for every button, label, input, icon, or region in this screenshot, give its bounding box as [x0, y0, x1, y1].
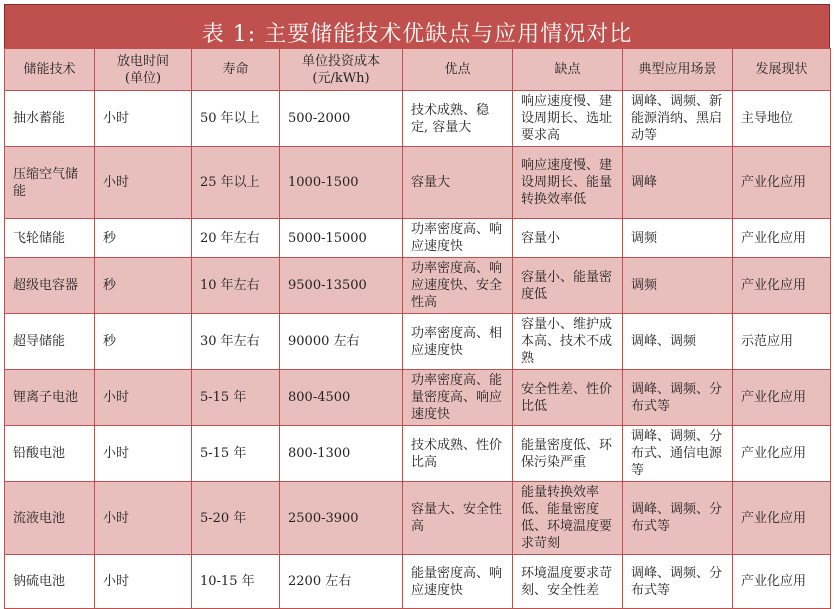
cell-pros: 功率密度高、能量密度高、响应速度快: [403, 370, 513, 426]
cell-apps: 调峰: [623, 147, 733, 219]
cell-apps: 调频: [623, 258, 733, 314]
cell-apps: 调频: [623, 219, 733, 258]
cell-status: 产业化应用: [733, 482, 831, 555]
cell-cost: 9500-13500: [280, 258, 403, 314]
header-cost: [280, 49, 403, 91]
table-row: [5, 147, 831, 219]
cell-status: 产业化应用: [733, 370, 831, 426]
cell-type: 飞轮储能: [5, 219, 95, 258]
table-title: 表 1: 主要储能技术优缺点与应用情况对比: [4, 4, 830, 48]
table-row: [5, 219, 831, 258]
header-type: 储能技术: [5, 49, 95, 91]
cell-pros: 功率密度高、相应速度快: [403, 314, 513, 370]
cell-status: 示范应用: [733, 314, 831, 370]
cell-discharge: 小时: [95, 426, 192, 482]
cell-cost: 1000-1500: [280, 147, 403, 219]
cell-pros: 功率密度高、响应速度快: [403, 219, 513, 258]
cell-life: 20 年左右: [192, 219, 280, 258]
cell-apps: 调峰、调频、分布式等: [623, 555, 733, 609]
cell-status: 主导地位: [733, 91, 831, 147]
cell-type: 锂离子电池: [5, 370, 95, 426]
cell-cost: 500-2000: [280, 91, 403, 147]
table-row: [5, 258, 831, 314]
cell-cost: 2200 左右: [280, 555, 403, 609]
cell-pros: 技术成熟、性价比高: [403, 426, 513, 482]
cell-cons: 容量小: [513, 219, 623, 258]
cell-status: 产业化应用: [733, 219, 831, 258]
cell-cost: 800-4500: [280, 370, 403, 426]
header-cons: 缺点: [513, 49, 623, 91]
cell-life: 25 年以上: [192, 147, 280, 219]
cell-life: 30 年左右: [192, 314, 280, 370]
cell-apps: 调峰、调频: [623, 314, 733, 370]
header-cost-line2: (元/kWh): [312, 70, 370, 86]
cell-discharge: 秒: [95, 314, 192, 370]
cell-cons: 响应速度慢、建设周期长、能量转换效率低: [513, 147, 623, 219]
header-discharge-line1: 放电时间: [116, 53, 169, 69]
cell-type: 超级电容器: [5, 258, 95, 314]
table-row: [5, 314, 831, 370]
cell-type: 抽水蓄能: [5, 91, 95, 147]
cell-cons: 响应速度慢、建设周期长、选址要求高: [513, 91, 623, 147]
cell-type: 超导储能: [5, 314, 95, 370]
table-row: [5, 482, 831, 555]
cell-cons: 容量小、能量密度低: [513, 258, 623, 314]
cell-cost: 90000 左右: [280, 314, 403, 370]
header-row: [5, 49, 831, 91]
table-row: [5, 370, 831, 426]
cell-pros: 能量密度高、响应速度快: [403, 555, 513, 609]
cell-status: 产业化应用: [733, 258, 831, 314]
cell-pros: 容量大: [403, 147, 513, 219]
cell-type: 钠硫电池: [5, 555, 95, 609]
cell-status: 产业化应用: [733, 555, 831, 609]
cell-discharge: 小时: [95, 147, 192, 219]
cell-life: 5-20 年: [192, 482, 280, 555]
cell-apps: 调峰、调频、分布式、通信电源等: [623, 426, 733, 482]
cell-discharge: 小时: [95, 482, 192, 555]
cell-apps: 调峰、调频、分布式等: [623, 482, 733, 555]
header-cost-line1: 单位投资成本: [301, 53, 380, 69]
header-apps: 典型应用场景: [623, 49, 733, 91]
cell-cons: 环境温度要求苛刻、安全性差: [513, 555, 623, 609]
cell-pros: 容量大、安全性高: [403, 482, 513, 555]
cell-status: 产业化应用: [733, 426, 831, 482]
cell-discharge: 秒: [95, 258, 192, 314]
cell-discharge: 秒: [95, 219, 192, 258]
cell-cost: 2500-3900: [280, 482, 403, 555]
cell-life: 10 年左右: [192, 258, 280, 314]
cell-life: 50 年以上: [192, 91, 280, 147]
table-row: [5, 555, 831, 609]
cell-pros: 技术成熟、稳定, 容量大: [403, 91, 513, 147]
header-life: 寿命: [192, 49, 280, 91]
cell-pros: 功率密度高、响应速度快、安全性高: [403, 258, 513, 314]
cell-type: 压缩空气储能: [5, 147, 95, 219]
cell-cons: 安全性差、性价比低: [513, 370, 623, 426]
cell-cost: 800-1300: [280, 426, 403, 482]
header-discharge: [95, 49, 192, 91]
storage-comparison-table: [4, 48, 831, 609]
cell-type: 铅酸电池: [5, 426, 95, 482]
cell-life: 5-15 年: [192, 426, 280, 482]
table-row: [5, 426, 831, 482]
header-pros: 优点: [403, 49, 513, 91]
cell-cons: 能量转换效率低、能量密度低、环境温度要求苛刻: [513, 482, 623, 555]
header-discharge-line2: (单位): [124, 70, 162, 86]
cell-apps: 调峰、调频、新能源消纳、黑启动等: [623, 91, 733, 147]
cell-life: 5-15 年: [192, 370, 280, 426]
cell-apps: 调峰、调频、分布式等: [623, 370, 733, 426]
cell-type: 流液电池: [5, 482, 95, 555]
header-status: 发展现状: [733, 49, 831, 91]
cell-discharge: 小时: [95, 555, 192, 609]
cell-cost: 5000-15000: [280, 219, 403, 258]
cell-discharge: 小时: [95, 370, 192, 426]
table-row: [5, 91, 831, 147]
cell-cons: 能量密度低、环保污染严重: [513, 426, 623, 482]
cell-cons: 容量小、维护成本高、技术不成熟: [513, 314, 623, 370]
cell-status: 产业化应用: [733, 147, 831, 219]
cell-life: 10-15 年: [192, 555, 280, 609]
cell-discharge: 小时: [95, 91, 192, 147]
